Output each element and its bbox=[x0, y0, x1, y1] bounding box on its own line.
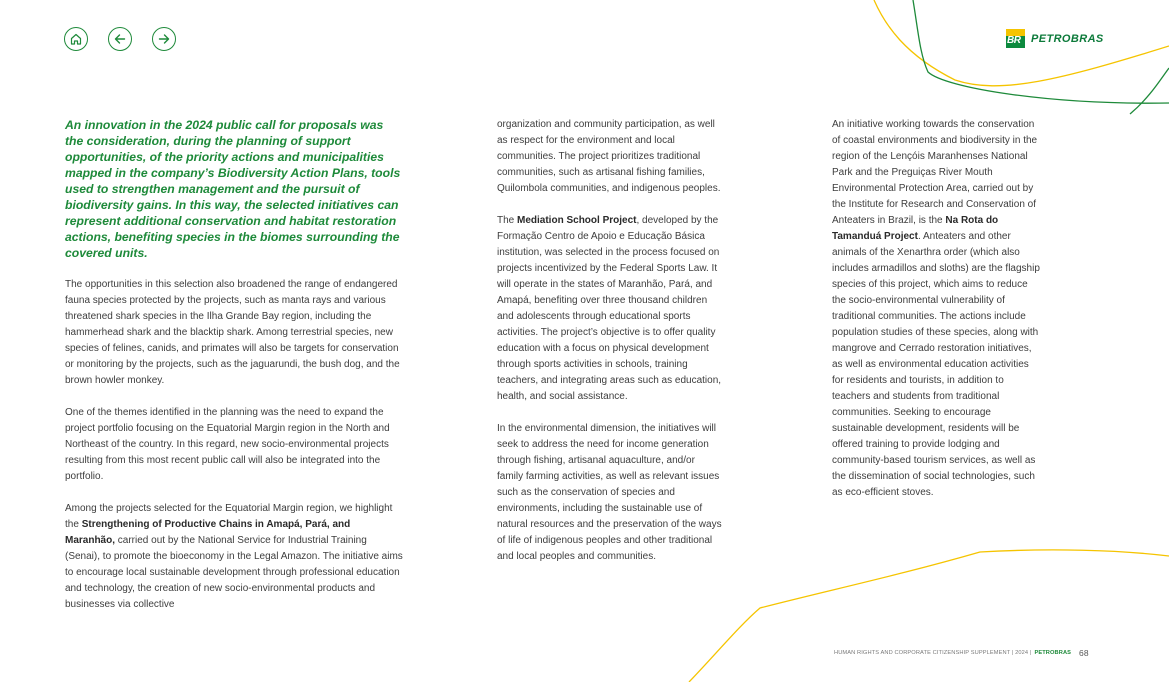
paragraph: In the environmental dimension, the initiatives will seek to address the need for income generation through fishing, artisanal aquaculture, and/or family farming activities, as well as relevant issues such as the conservation of species and environments, including the sustainable use of natural resources and the preservation of the ways of life of indigenous peoples and other traditional and local peoples and communities. bbox=[497, 423, 722, 562]
footer-brand: PETROBRAS bbox=[1034, 650, 1072, 656]
paragraph bbox=[832, 117, 1042, 501]
home-icon bbox=[69, 32, 83, 46]
paragraph bbox=[497, 213, 722, 405]
logo-mark-text: BR bbox=[1007, 35, 1021, 46]
petrobras-logo bbox=[1006, 29, 1104, 48]
text: An initiative working towards the conservation of coastal environments and biodiversity in the region of the Lençóis Maranhenses National Park and the Preguiças River Mouth Environmental Protection Area, carried out by the Institute for Research and Conservation of Anteaters in Brazil, is the bbox=[832, 119, 1038, 226]
logo-text: PETROBRAS bbox=[1031, 32, 1104, 45]
paragraph: The opportunities in this selection also broadened the range of endangered fauna species protected by the projects, such as manta rays and various threatened shark species in the Ilha Grande Bay region, including the hammerhead shark and the blacktip shark. Among terrestrial species, new species of felines, canids, and primates will also be targets for conservation or monitoring by the projects, such as the jaguarundi, the bush dog, and the brown howler monkey. bbox=[65, 279, 400, 386]
arrow-right-icon bbox=[157, 32, 171, 46]
column-middle bbox=[497, 117, 722, 581]
forward-button[interactable] bbox=[152, 27, 176, 51]
home-button[interactable] bbox=[64, 27, 88, 51]
text: . Anteaters and other animals of the Xenarthra order (which also includes armadillos and sloths) are the flagship species of this project, which aims to reduce the socio-environmental vulnerability of traditional communities. The actions include population studies of these species, along with mangrove and Cerrado restoration initiatives, as well as environmental education activities for residents and tourists, in addition to teachers and students from traditional communities. Seeking to encourage sustainable development, residents will be offered training to provide lodging and community-based tourism services, as well as the dissemination of social technologies, such as eco-efficient stoves. bbox=[832, 231, 1040, 498]
text: , developed by the Formação Centro de Apoio e Educação Básica institution, was selected in the process focused on projects incentivized by the Federal Sports Law. It will operate in the states of Maranhão, Pará, and Amapá, benefiting over three thousand children and adolescents through educational sports activities. The project’s objective is to offer quality education with a focus on physical development through sports activities in schools, training teachers, and integrating areas such as education, health, and social assistance. bbox=[497, 215, 722, 402]
text: The bbox=[497, 215, 518, 226]
column-left bbox=[65, 117, 403, 629]
arrow-left-icon bbox=[113, 32, 127, 46]
paragraph bbox=[65, 501, 403, 613]
text: Among the projects selected for the Equatorial Margin region, we highlight the bbox=[65, 503, 393, 530]
paragraph: organization and community participation, as well as respect for the environment and local communities. The project prioritizes traditional communities, such as artisanal fishing families, Quilombola communities, and indigenous peoples. bbox=[497, 119, 721, 194]
back-button[interactable] bbox=[108, 27, 132, 51]
br-logo-mark bbox=[1006, 29, 1025, 48]
project-name: Strengthening of Productive Chains in Amapá, Pará, and Maranhão, bbox=[65, 519, 351, 546]
page-number: 68 bbox=[1079, 648, 1089, 658]
lead-paragraph: An innovation in the 2024 public call for proposals was the consideration, during the planning of support opportunities, of the priority actions and municipalities mapped in the company’s Biodiversity Action Plans, tools used to strengthen management and the pursuit of biodiversity gains. In this way, the selected initiatives can represent additional conservation and habitat restoration actions, benefiting species in the biomes surrounding the covered units. bbox=[65, 118, 401, 260]
paragraph: One of the themes identified in the planning was the need to expand the project portfolio focusing on the Equatorial Margin region in the North and Northeast of the country. In this regard, new socio-environmental projects resulting from this most recent public call will also be integrated into the portfolio. bbox=[65, 407, 390, 482]
column-right bbox=[832, 117, 1042, 517]
footer bbox=[834, 648, 1089, 658]
project-name: Na Rota do Tamanduá Project bbox=[832, 215, 999, 242]
footer-text: HUMAN RIGHTS AND CORPORATE CITIZENSHIP SUPPLEMENT | 2024 | bbox=[834, 650, 1032, 656]
text: carried out by the National Service for Industrial Training (Senai), to promote the bioeconomy in the Legal Amazon. The initiative aims to encourage local sustainable development through professional education and technology, the creation of new socio-environmental products and businesses via collective bbox=[65, 535, 403, 610]
project-name: Mediation School Project bbox=[517, 215, 637, 226]
navigation bbox=[64, 27, 176, 51]
